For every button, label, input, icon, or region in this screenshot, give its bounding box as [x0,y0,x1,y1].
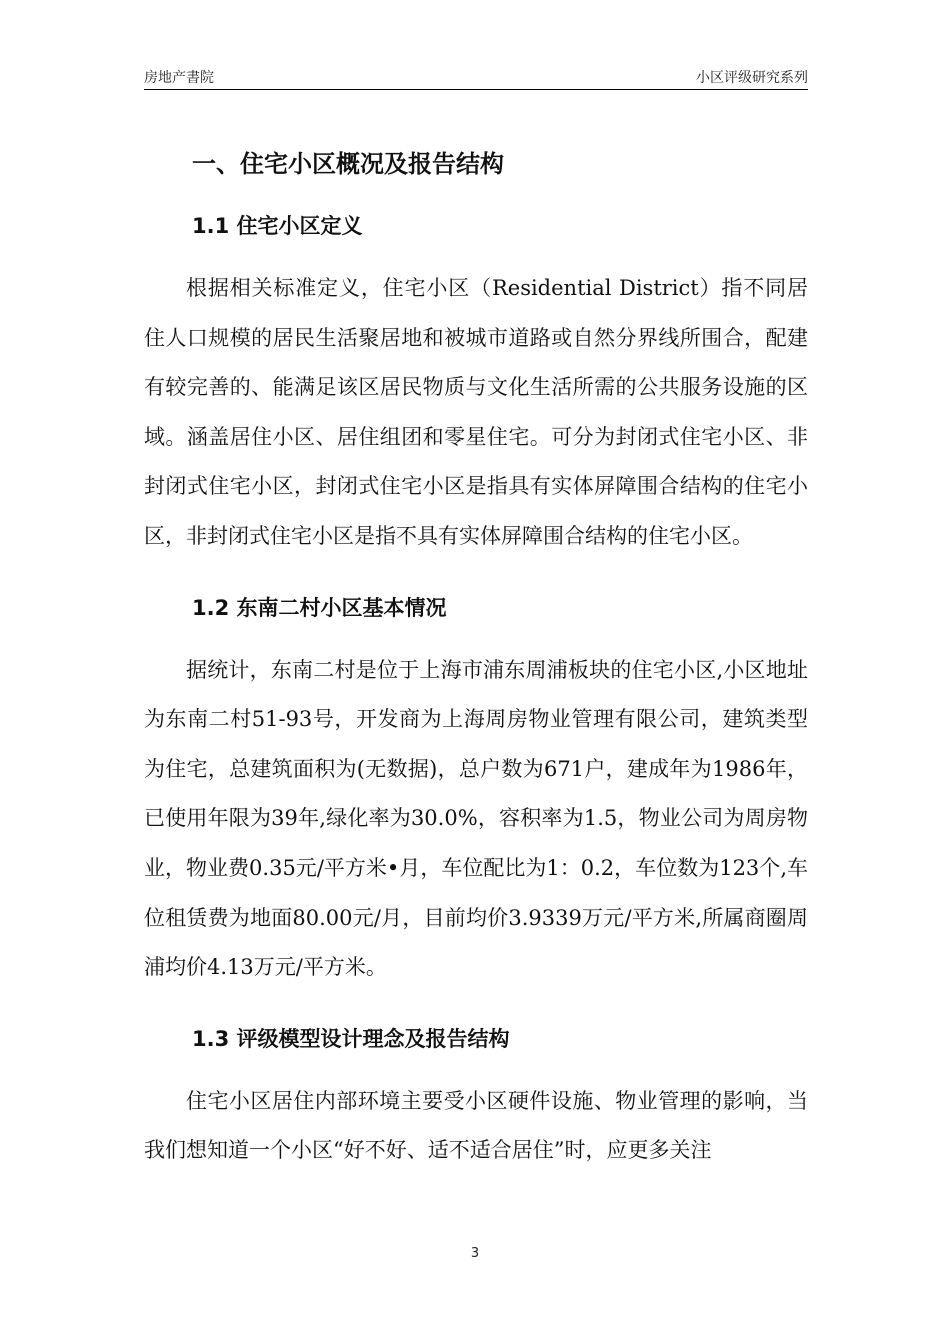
page-number: 3 [470,1246,480,1261]
page-content [144,140,808,1176]
section-paragraph-1-3: 住宅小区居住内部环境主要受小区硬件设施、物业管理的影响，当我们想知道一个小区“好不好、适不适合居住”时，应更多关注 [144,1088,808,1163]
chapter-title: 一、住宅小区概况及报告结构 [192,150,504,178]
section-heading-1-1: 1.1 住宅小区定义 [192,214,363,238]
section-heading-1-3: 1.3 评级模型设计理念及报告结构 [192,1026,510,1051]
page-header [144,67,808,90]
section-heading-1-2: 1.2 东南二村小区基本情况 [192,595,447,620]
header-publisher: 房地产書院 [144,70,214,86]
section-paragraph-1-1: 根据相关标准定义，住宅小区（Residential District）指不同居住人口规模的居民生活聚居地和被城市道路或自然分界线所围合，配建有较完善的、能满足该区居民物质与文化生活所需的公共服务设施的区域。涵盖居住小区、居住组团和零星住宅。可分为封闭式住宅小区、非封闭式住宅小区，封闭式住宅小区是指具有实体屏障围合结构的住宅小区，非封闭式住宅小区是指不具有实体屏障围合结构的住宅小区。 [144,276,808,548]
section-paragraph-1-2: 据统计，东南二村是位于上海市浦东周浦板块的住宅小区,小区地址为东南二村51-93号，开发商为上海周房物业管理有限公司，建筑类型为住宅，总建筑面积为(无数据)，总户数为671户，建成年为1986年，已使用年限为39年,绿化率为30.0%，容积率为1.5，物业公司为周房物业，物业费0.35元/平方米•月，车位配比为1：0.2，车位数为123个,车位租赁费为地面80.00元/月，目前均价3.9339万元/平方米,所属商圈周浦均价4.13万元/平方米。 [144,657,808,980]
header-series-title: 小区评级研究系列 [696,70,808,86]
